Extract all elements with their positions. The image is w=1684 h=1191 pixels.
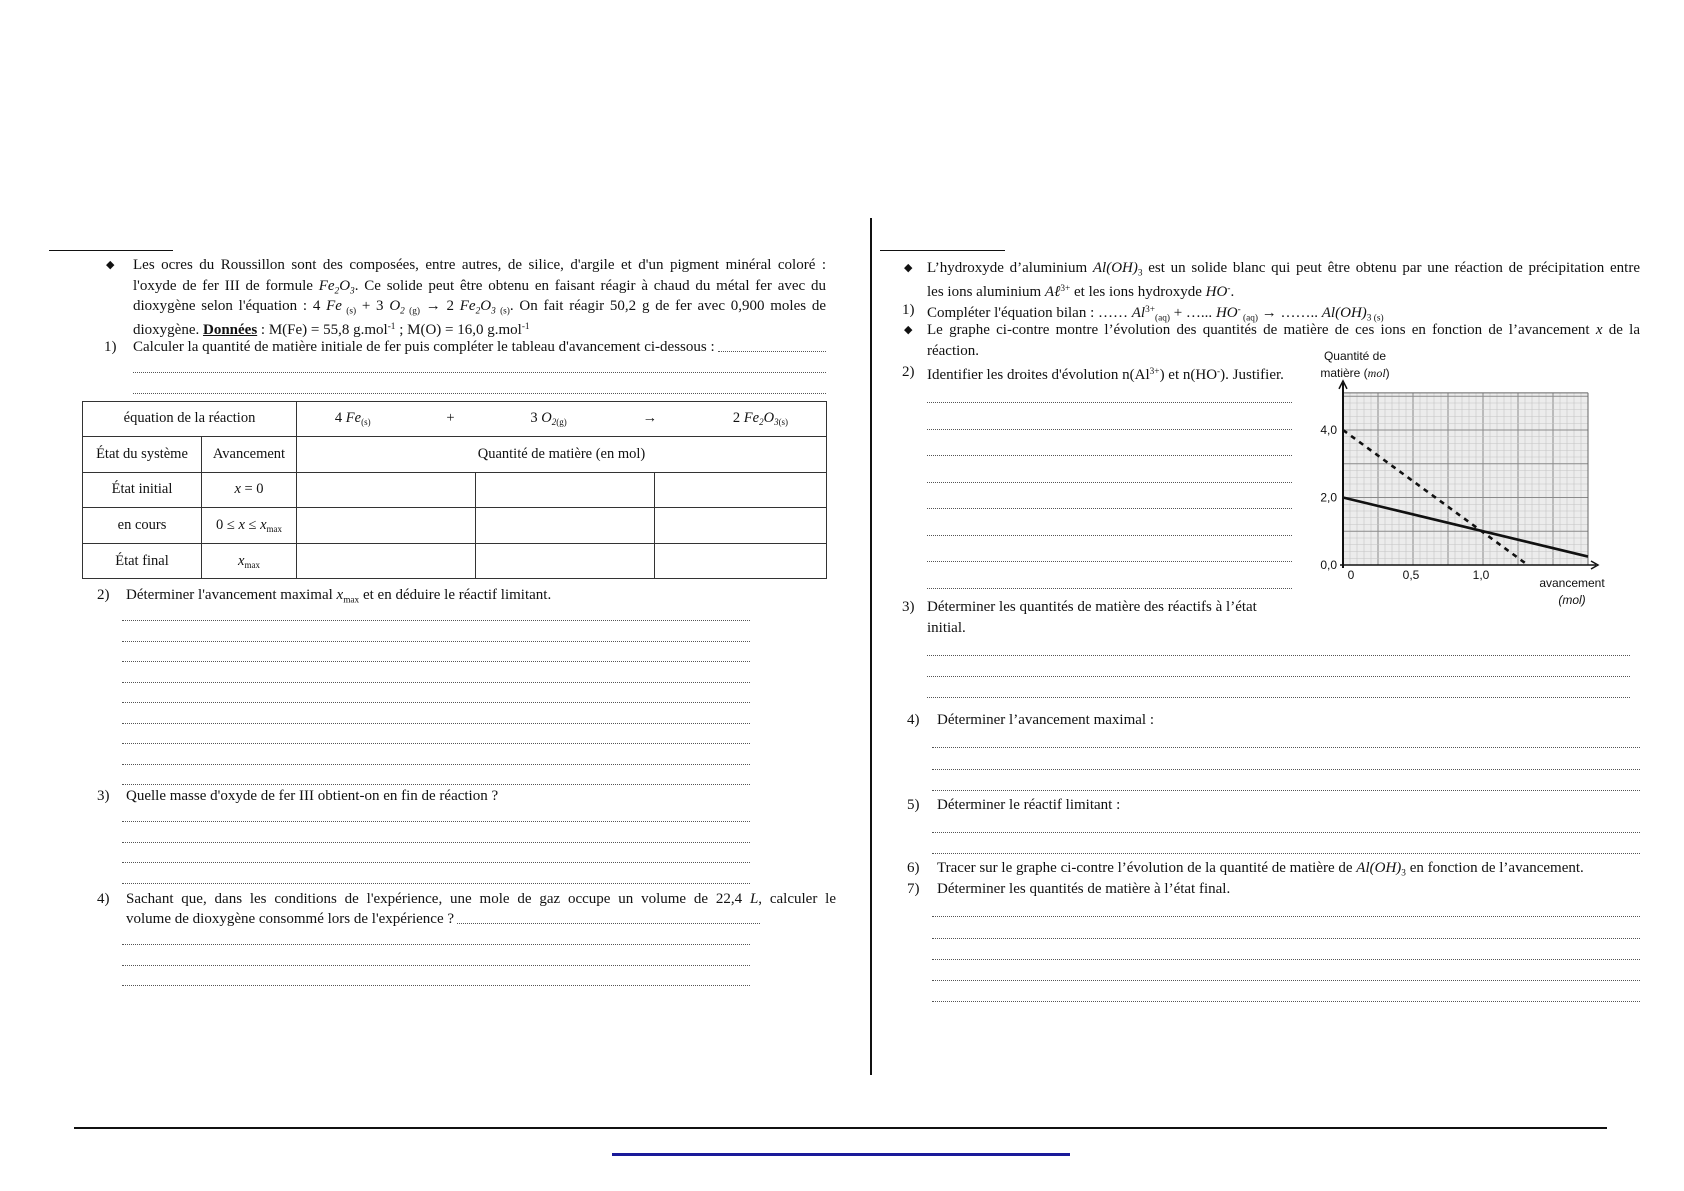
x-tick-label: 0,5 xyxy=(1402,568,1420,582)
text-segment: Déterminer le réactif limitant : xyxy=(937,796,1121,813)
answer-line[interactable] xyxy=(122,724,750,745)
grid xyxy=(1343,393,1588,565)
text-segment: (s) xyxy=(495,306,510,317)
text-segment: x xyxy=(1595,322,1603,339)
text-segment: - xyxy=(1227,283,1231,294)
y-axis-label-line1: Quantité de xyxy=(1323,349,1387,363)
answer-line[interactable] xyxy=(122,683,750,704)
grid-background xyxy=(1343,393,1588,565)
answer-line[interactable] xyxy=(133,353,826,374)
product-fe2o3 xyxy=(733,410,788,427)
text-segment: 3 xyxy=(1137,268,1143,279)
reactant-fe xyxy=(335,410,371,427)
text-segment: . xyxy=(1230,283,1235,300)
text-segment: ) et n(HO xyxy=(1159,367,1218,384)
text-segment: OH xyxy=(1340,304,1362,321)
text-segment: de la xyxy=(1602,322,1640,339)
text-segment: HO xyxy=(1205,283,1228,300)
question-4 xyxy=(97,889,836,930)
text-segment: 2 xyxy=(400,306,405,317)
text-segment: x xyxy=(238,552,245,569)
text-segment: max xyxy=(244,559,260,570)
text-segment: (s) xyxy=(341,306,357,317)
answer-line[interactable] xyxy=(927,656,1630,677)
answer-line[interactable] xyxy=(122,843,750,864)
text-segment: L xyxy=(749,890,759,907)
answer-cell[interactable] xyxy=(655,508,827,544)
answer-line[interactable] xyxy=(927,377,1292,404)
text-segment: . On fait réagir 50,2 g de fer avec 0,900 moles de xyxy=(509,298,826,314)
answer-line[interactable] xyxy=(932,960,1640,981)
question-number: 5) xyxy=(907,796,920,813)
answer-line[interactable] xyxy=(932,917,1640,938)
bullet-icon: ◆ xyxy=(904,324,913,337)
answer-line[interactable] xyxy=(122,966,750,987)
text-segment: Données xyxy=(202,321,258,338)
answer-line[interactable] xyxy=(122,744,750,765)
answer-cell[interactable] xyxy=(476,543,655,579)
answer-line[interactable] xyxy=(932,833,1640,854)
text-segment: O xyxy=(389,298,401,314)
text-segment: 3 xyxy=(1401,868,1406,879)
question-number: 6) xyxy=(907,860,920,877)
text-segment: O xyxy=(541,410,552,427)
answer-cell[interactable] xyxy=(655,543,827,579)
text-segment: → 2 xyxy=(419,298,460,314)
answer-line[interactable] xyxy=(932,896,1640,917)
text-segment: x xyxy=(336,587,344,604)
row-state: État final xyxy=(83,543,202,579)
question-text xyxy=(126,889,836,910)
text-segment: 3+ xyxy=(1145,304,1155,315)
question-number: 2) xyxy=(97,587,110,604)
text-segment: Quelle masse d'oxyde de fer III obtient-on en fin de réaction ? xyxy=(126,788,499,805)
text-segment: Fe xyxy=(345,410,362,427)
text-segment: et en déduire le réactif limitant. xyxy=(359,587,552,604)
answer-line[interactable] xyxy=(122,662,750,683)
answer-line[interactable] xyxy=(122,822,750,843)
row-advancement xyxy=(202,472,297,508)
text-segment: initial. xyxy=(927,619,966,636)
answer-cell[interactable] xyxy=(476,508,655,544)
row-state: État initial xyxy=(83,472,202,508)
y-tick-label: 4,0 xyxy=(1320,423,1337,437)
answer-line[interactable] xyxy=(927,677,1630,698)
text-segment: Déterminer les quantités de matière des réactifs à l’état xyxy=(927,598,1257,615)
text-segment: (g) xyxy=(404,306,420,317)
answer-line[interactable] xyxy=(927,562,1292,589)
answer-line[interactable] xyxy=(122,703,750,724)
text-segment: ≤ xyxy=(244,517,261,533)
text-segment: 2 xyxy=(732,410,744,427)
answer-line[interactable] xyxy=(932,812,1640,833)
text-segment: x xyxy=(238,517,245,533)
y-axis-label-line2: matière (mol) xyxy=(1320,366,1390,380)
text-segment: Al xyxy=(1131,304,1146,321)
answer-line[interactable] xyxy=(932,770,1640,791)
footer-link[interactable] xyxy=(612,1153,1070,1156)
text-segment: x xyxy=(234,481,241,498)
text-segment: 2 xyxy=(334,285,340,296)
answer-cell[interactable] xyxy=(476,472,655,508)
question-number: 7) xyxy=(907,881,920,898)
text-segment: 2 xyxy=(475,306,481,317)
answer-line[interactable] xyxy=(927,509,1292,536)
text-segment: Les ocres du Roussillon sont des composées, entre autres, de silice, d'argile et d'un pigment minéral coloré : xyxy=(133,257,826,273)
text-segment: Aℓ xyxy=(1044,283,1061,300)
answer-line[interactable] xyxy=(122,621,750,642)
answer-line[interactable] xyxy=(122,945,750,966)
question-number: 4) xyxy=(97,890,110,907)
text-segment: l'oxyde de fer III de formule xyxy=(133,277,319,294)
text-segment: Déterminer l’avancement maximal : xyxy=(937,712,1154,729)
answer-line[interactable] xyxy=(932,981,1640,1002)
table-row xyxy=(83,543,827,579)
text-segment: -1 xyxy=(387,321,396,332)
intro-paragraph xyxy=(104,255,826,337)
x-tick-label: 0 xyxy=(1347,568,1355,582)
question-number: 4) xyxy=(907,712,920,729)
text-line xyxy=(927,320,1640,341)
text-segment: Compléter l'équation bilan : …… xyxy=(927,304,1132,321)
left-heading-rule xyxy=(49,250,173,251)
question-number: 3) xyxy=(97,788,110,805)
equation-label: équation de la réaction xyxy=(83,401,297,437)
text-segment: 3 (s) xyxy=(1366,312,1384,323)
text-segment: + 3 xyxy=(356,298,390,314)
text-segment: x xyxy=(260,517,267,533)
answer-field[interactable] xyxy=(457,909,760,924)
text-segment: 2 xyxy=(551,417,557,428)
table-row xyxy=(83,472,827,508)
progress-table xyxy=(82,401,827,580)
text-segment: (g) xyxy=(556,417,567,428)
text-segment: Déterminer les quantités de matière à l’état final. xyxy=(937,881,1231,898)
row-advancement xyxy=(202,543,297,579)
text-segment: : M(Fe) = 55,8 g.mol xyxy=(257,321,388,338)
text-segment: 3 xyxy=(491,306,496,317)
text-segment: ) xyxy=(1361,304,1367,321)
text-segment: O xyxy=(763,410,775,427)
text-segment: et les ions hydroxyde xyxy=(1070,283,1206,300)
text-line xyxy=(133,317,826,338)
column-divider xyxy=(870,218,872,1075)
text-segment: OH xyxy=(1111,260,1133,276)
answer-line[interactable] xyxy=(133,373,826,394)
text-segment: Sachant que, dans les conditions de l'expérience, une mole de gaz occupe un volume de 22,4 xyxy=(126,890,750,907)
text-segment: Tracer sur le graphe ci-contre l’évolution de la quantité de matière de xyxy=(937,860,1357,877)
text-segment: + …... xyxy=(1169,304,1216,321)
text-segment: OH xyxy=(1374,860,1397,877)
text-segment: - xyxy=(1237,304,1241,315)
text-segment: (s) xyxy=(778,417,789,428)
text-line xyxy=(133,255,826,276)
equation-cell xyxy=(297,401,827,437)
text-segment: est un solide blanc qui peut être obtenu par une réaction de précipitation entre xyxy=(1142,260,1640,276)
answer-line[interactable] xyxy=(927,430,1292,457)
question-number: 2) xyxy=(902,363,915,380)
text-segment: Fe xyxy=(743,410,760,427)
header-advancement: Avancement xyxy=(202,437,297,473)
answer-line[interactable] xyxy=(122,802,750,823)
question-number: 1) xyxy=(104,339,117,355)
text-segment: L’hydroxyde d’aluminium xyxy=(927,260,1093,276)
answer-line[interactable] xyxy=(122,925,750,946)
text-segment: Déterminer l'avancement maximal xyxy=(126,587,337,604)
text-line xyxy=(133,276,826,297)
text-segment: dioxygène selon l'équation : 4 xyxy=(133,298,327,314)
reactant-o2 xyxy=(530,410,566,427)
text-segment: , calculer le xyxy=(758,890,836,907)
answer-line[interactable] xyxy=(932,939,1640,960)
text-segment: ( xyxy=(1369,860,1375,877)
question-text xyxy=(937,858,1645,879)
text-segment: Calculer la quantité de matière initiale de fer puis compléter le tableau d'avancement ci-dessous : xyxy=(133,339,715,355)
text-segment: volume de dioxygène consommé lors de l'expérience ? xyxy=(126,911,455,928)
text-segment: Al xyxy=(1321,304,1336,321)
text-segment: les ions aluminium xyxy=(927,283,1045,300)
text-line xyxy=(133,296,826,317)
text-segment: . Ce solide peut être obtenu en faisant réagir à chaud du métal fer avec du xyxy=(354,277,826,294)
text-segment: réaction. xyxy=(927,343,980,360)
text-segment: (aq) xyxy=(1155,312,1170,323)
y-tick-label: 0,0 xyxy=(1320,558,1337,572)
answer-line[interactable] xyxy=(927,634,1630,655)
intro-paragraph xyxy=(902,258,1640,300)
answer-line[interactable] xyxy=(927,483,1292,510)
answer-line[interactable] xyxy=(927,403,1292,430)
arrow-icon: → xyxy=(642,410,658,427)
text-segment: Fe xyxy=(459,298,476,314)
answer-line[interactable] xyxy=(122,863,750,884)
text-line xyxy=(927,279,1640,300)
text-segment: 3 xyxy=(530,410,542,427)
text-segment: - xyxy=(1217,366,1221,377)
row-state: en cours xyxy=(83,508,202,544)
text-segment: → …….. xyxy=(1258,304,1322,321)
text-segment: ( xyxy=(1335,304,1341,321)
text-segment: 3 xyxy=(774,417,779,428)
answer-line[interactable] xyxy=(932,727,1640,748)
table-row xyxy=(83,508,827,544)
text-segment: (aq) xyxy=(1240,312,1259,323)
answer-line[interactable] xyxy=(122,765,750,786)
question-6 xyxy=(907,858,1645,879)
answer-field[interactable] xyxy=(718,337,826,352)
bullet-icon: ◆ xyxy=(904,262,913,274)
text-segment: dioxygène. xyxy=(133,321,203,338)
question-1 xyxy=(902,300,1640,321)
text-segment: Al xyxy=(1356,860,1370,877)
answer-cell[interactable] xyxy=(655,472,827,508)
text-segment: 0 ≤ xyxy=(215,517,239,533)
text-segment: Al xyxy=(1092,260,1107,276)
answer-cell[interactable] xyxy=(297,543,476,579)
plus-sign: + xyxy=(446,410,455,427)
answer-line[interactable] xyxy=(122,642,750,663)
row-advancement xyxy=(202,508,297,544)
text-segment: Le graphe ci-contre montre l’évolution des quantités de matière de ces ions en fonction de l’avancement xyxy=(927,322,1596,339)
text-segment: O xyxy=(480,298,492,314)
x-tick-label: 1,0 xyxy=(1472,568,1490,582)
text-segment: Fe xyxy=(326,298,342,314)
answer-cell[interactable] xyxy=(297,508,476,544)
answer-cell[interactable] xyxy=(297,472,476,508)
y-tick-label: 2,0 xyxy=(1320,490,1337,505)
text-segment: 3+ xyxy=(1149,366,1160,377)
answer-line[interactable] xyxy=(932,748,1640,769)
question-text xyxy=(927,300,1640,321)
header-state: État du système xyxy=(83,437,202,473)
quantity-vs-advancement-graph xyxy=(1290,340,1640,615)
footer-rule xyxy=(74,1127,1607,1129)
header-quantity: Quantité de matière (en mol) xyxy=(297,437,827,473)
exercise-left xyxy=(96,255,836,991)
question-number: 1) xyxy=(902,301,915,318)
text-segment: en fonction de l’avancement. xyxy=(1405,860,1584,877)
text-segment: max xyxy=(343,595,360,606)
text-segment: ; M(O) = 16,0 g.mol xyxy=(395,321,522,338)
text-segment: 3 xyxy=(350,285,355,296)
text-segment: Identifier les droites d'évolution n(Al xyxy=(927,367,1150,384)
text-segment: = 0 xyxy=(240,481,264,498)
answer-line[interactable] xyxy=(122,601,750,622)
right-heading-rule xyxy=(880,250,1005,251)
text-segment: (s) xyxy=(361,417,371,428)
text-segment: Fe xyxy=(318,277,335,294)
text-segment: 4 xyxy=(334,410,346,427)
text-segment: ). Justifier. xyxy=(1220,367,1284,384)
answer-line[interactable] xyxy=(927,456,1292,483)
answer-line[interactable] xyxy=(927,536,1292,563)
text-segment: max xyxy=(266,524,283,535)
bullet-icon: ◆ xyxy=(106,259,115,271)
text-segment: ( xyxy=(1106,260,1112,276)
question-number: 3) xyxy=(902,598,915,615)
text-segment: ) xyxy=(1132,260,1138,276)
x-axis-unit: (mol) xyxy=(1558,593,1586,607)
text-segment: 2 xyxy=(759,417,764,428)
text-segment: -1 xyxy=(521,321,530,332)
text-segment: O xyxy=(339,277,351,294)
x-axis-label: avancement xyxy=(1539,576,1605,590)
text-line xyxy=(927,258,1640,279)
text-segment: HO xyxy=(1215,304,1238,321)
text-segment: 3+ xyxy=(1060,283,1071,294)
text-segment: ) xyxy=(1396,860,1402,877)
